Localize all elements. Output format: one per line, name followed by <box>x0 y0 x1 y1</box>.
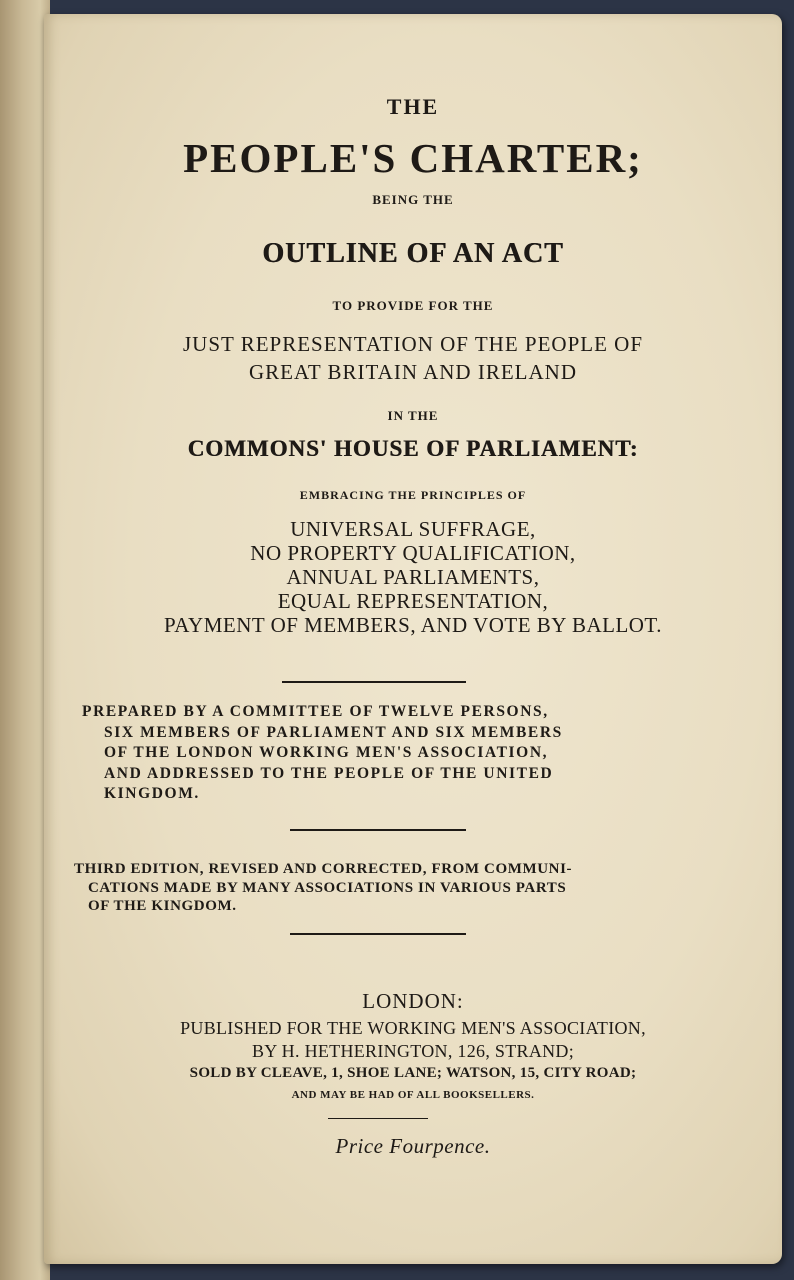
heading-the: THE <box>386 94 440 119</box>
principle-item: EQUAL REPRESENTATION, <box>277 589 549 613</box>
price-line: Price Fourpence. <box>335 1134 491 1158</box>
imprint-city: LONDON: <box>362 989 464 1013</box>
imprint-printer: BY H. HETHERINGTON, 126, STRAND; <box>251 1041 575 1061</box>
principles-list <box>44 517 782 637</box>
edition-line: CATIONS MADE BY MANY ASSOCIATIONS IN VARIOUS PARTS <box>88 879 567 896</box>
book-spine-edge <box>0 0 50 1280</box>
prepared-line: OF THE LONDON WORKING MEN'S ASSOCIATION, <box>104 744 549 761</box>
divider-rule <box>290 933 466 935</box>
prepared-line: KINGDOM. <box>104 785 200 802</box>
in-the-line: IN THE <box>387 408 439 423</box>
principle-item: ANNUAL PARLIAMENTS, <box>286 565 540 589</box>
principle-item: UNIVERSAL SUFFRAGE, <box>290 517 536 541</box>
divider-rule <box>282 681 466 683</box>
edition-line: OF THE KINGDOM. <box>88 898 237 914</box>
to-provide-line: TO PROVIDE FOR THE <box>332 298 494 313</box>
divider-rule <box>290 829 466 831</box>
commons-heading: COMMONS' HOUSE OF PARLIAMENT: <box>187 436 639 461</box>
prepared-line: PREPARED BY A COMMITTEE OF TWELVE PERSONS, <box>82 703 549 720</box>
main-title: PEOPLE'S CHARTER; <box>183 135 643 181</box>
divider-rule <box>328 1118 428 1119</box>
being-the-line: BEING THE <box>372 192 454 207</box>
edition-line: THIRD EDITION, REVISED AND CORRECTED, FROM COMMUNI- <box>74 861 573 877</box>
imprint-booksellers: AND MAY BE HAD OF ALL BOOKSELLERS. <box>291 1089 535 1101</box>
imprint-published: PUBLISHED FOR THE WORKING MEN'S ASSOCIATION, <box>180 1018 646 1038</box>
imprint-sold-by: SOLD BY CLEAVE, 1, SHOE LANE; WATSON, 15, CITY ROAD; <box>189 1065 637 1081</box>
principle-item: PAYMENT OF MEMBERS, AND VOTE BY BALLOT. <box>164 613 662 637</box>
prepared-line: AND ADDRESSED TO THE PEOPLE OF THE UNITED <box>104 764 554 782</box>
prepared-line: SIX MEMBERS OF PARLIAMENT AND SIX MEMBERS <box>104 723 563 741</box>
prepared-by-paragraph <box>82 702 563 805</box>
embracing-line: EMBRACING THE PRINCIPLES OF <box>299 488 527 502</box>
representation-line-1: JUST REPRESENTATION OF THE PEOPLE OF <box>182 332 643 356</box>
outline-heading: OUTLINE OF AN ACT <box>262 238 564 269</box>
principle-item: NO PROPERTY QUALIFICATION, <box>250 541 576 565</box>
edition-paragraph <box>74 860 572 916</box>
representation-line-2: GREAT BRITAIN AND IRELAND <box>248 360 577 384</box>
title-page <box>44 14 782 1264</box>
